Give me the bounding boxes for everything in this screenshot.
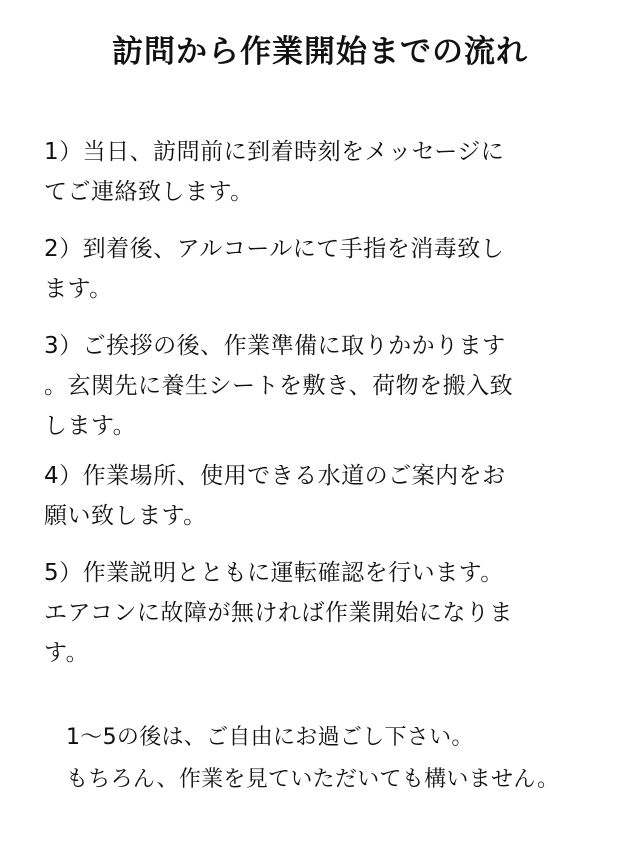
step-4 xyxy=(44,456,614,536)
step-2-line-1: 2）到着後、アルコールにて手指を消毒致し xyxy=(44,236,505,262)
step-3-line-2: 。玄関先に養生シートを敷き、荷物を搬入致 xyxy=(44,373,514,399)
step-3-line-3: します。 xyxy=(44,413,137,439)
page-title: 訪問から作業開始までの流れ xyxy=(112,34,528,70)
step-5-line-1: 5）作業説明とともに運転確認を行います。 xyxy=(44,560,504,586)
step-1-line-2: てご連絡致します。 xyxy=(44,179,254,205)
step-5-line-2: エアコンに故障が無ければ作業開始になりま xyxy=(44,600,513,626)
step-4-line-1: 4）作業場所、使用できる水道のご案内をお xyxy=(44,463,506,489)
closing-note-line-1: 1〜5の後は、ご自由にお過ごし下さい。 xyxy=(66,725,474,750)
step-3 xyxy=(44,326,614,446)
step-1 xyxy=(44,132,614,212)
step-3-line-1: 3）ご挨拶の後、作業準備に取りかかります xyxy=(44,333,506,359)
step-2 xyxy=(44,229,614,309)
step-5 xyxy=(44,553,614,673)
step-1-line-1: 1）当日、訪問前に到着時刻をメッセージに xyxy=(44,139,505,165)
closing-note xyxy=(66,717,626,801)
step-2-line-2: ます。 xyxy=(44,276,113,302)
step-list xyxy=(44,132,614,690)
closing-note-line-2: もちろん、作業を見ていただいても構いません。 xyxy=(66,767,560,792)
step-5-line-3: す。 xyxy=(44,640,90,666)
step-4-line-2: 願い致します。 xyxy=(44,503,207,529)
